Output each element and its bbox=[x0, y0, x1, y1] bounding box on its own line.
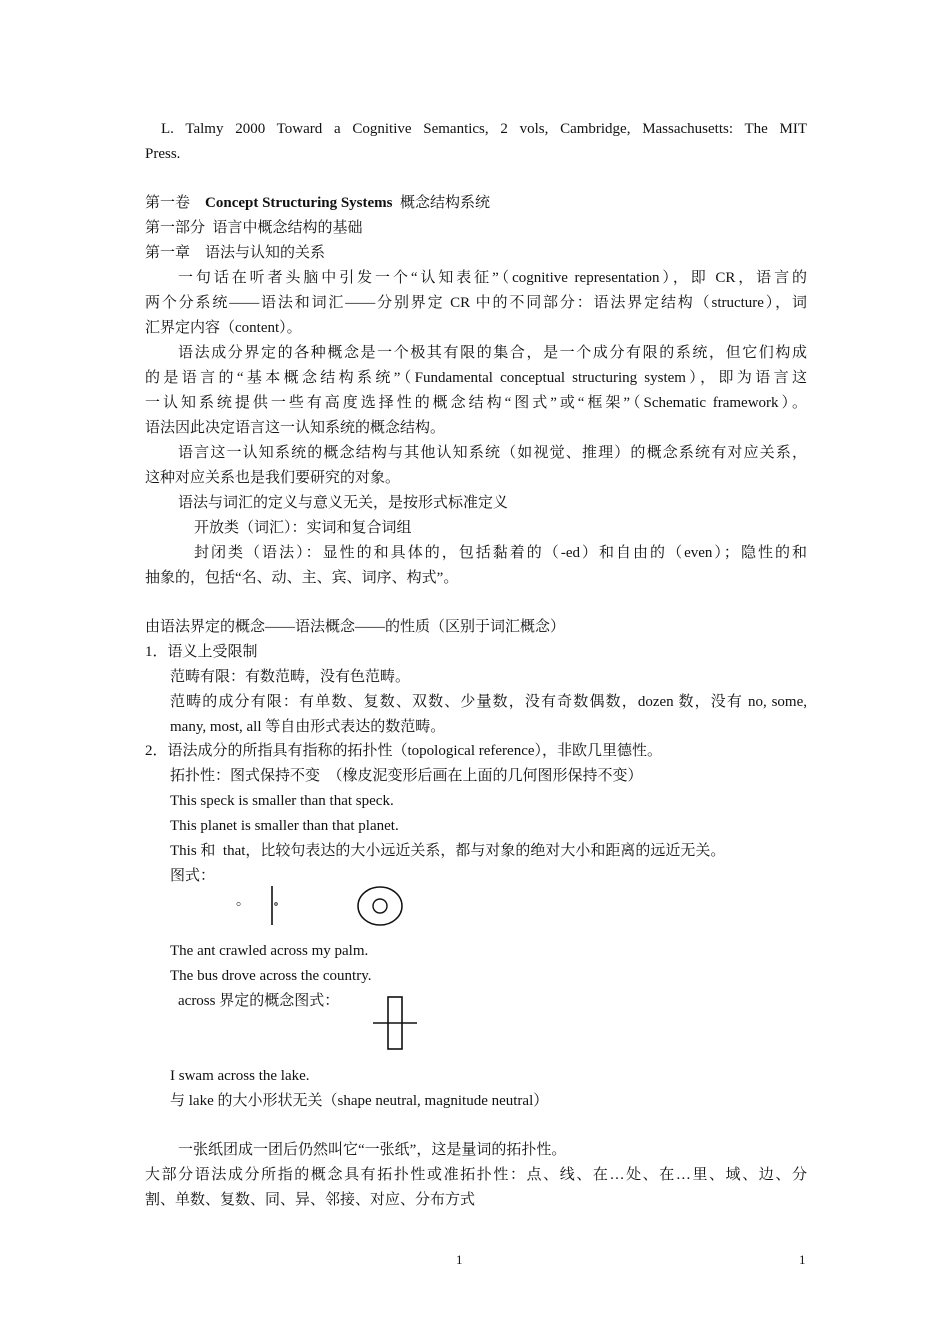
volume-heading bbox=[145, 193, 490, 213]
para3-line-1: 语言这一认知系统的概念结构与其他认知系统（如视觉、推理）的概念系统有对应关系， bbox=[178, 445, 807, 461]
page-number-center: 1 bbox=[456, 1252, 463, 1267]
example-speck: This speck is smaller than that speck. bbox=[170, 793, 394, 809]
across-schema-figure bbox=[370, 994, 420, 1052]
item1-heading bbox=[145, 642, 258, 662]
para5-line-2: 大部分语法成分所指的概念具有拓扑性或准拓扑性：点、线、在…处、在…里、域、边、分 bbox=[145, 1167, 807, 1183]
chapter-heading: 第一章 语法与认知的关系 bbox=[145, 245, 326, 261]
para2-line-4: 语法因此决定语言这一认知系统的概念结构。 bbox=[145, 420, 446, 436]
example-ant: The ant crawled across my palm. bbox=[170, 943, 369, 959]
example-bus: The bus drove across the country. bbox=[170, 968, 372, 984]
reference-line-1: L. Talmy 2000 Toward a Cognitive Semantics, 2 vols, Cambridge, Massachusetts: The MIT bbox=[161, 121, 807, 137]
para1-line-3: 汇界定内容（content）。 bbox=[145, 320, 302, 336]
across-label: across 界定的概念图式： bbox=[178, 993, 340, 1009]
vertical-line-dot-figure bbox=[266, 884, 280, 928]
volume-title-zh: 概念结构系统 bbox=[400, 195, 491, 211]
para1-line-1: 一句话在听者头脑中引发一个“认知表征”（cognitive representation），即 CR，语言的 bbox=[178, 270, 807, 286]
page-number-right: 1 bbox=[799, 1252, 806, 1267]
volume-prefix: 第一卷 bbox=[145, 195, 191, 211]
section-heading: 由语法界定的概念——语法概念——的性质（区别于词汇概念） bbox=[145, 619, 566, 635]
para2-line-2: 的是语言的“基本概念结构系统”（Fundamental conceptual structuring system），即为语言这 bbox=[145, 370, 807, 386]
figure-label: 图式： bbox=[170, 868, 216, 884]
para1-line-2: 两个分系统——语法和词汇——分别界定 CR 中的不同部分：语法界定结构（structure），词 bbox=[145, 295, 807, 311]
para4-line-1: 语法与词汇的定义与意义无关，是按形式标准定义 bbox=[178, 495, 509, 511]
item1-title: 语义上受限制 bbox=[167, 644, 258, 660]
para5-line-3: 割、单数、复数、同、异、邻接、对应、分布方式 bbox=[145, 1192, 476, 1208]
item2-heading bbox=[145, 741, 662, 761]
example-planet: This planet is smaller than that planet. bbox=[170, 818, 399, 834]
concentric-circles-figure bbox=[355, 884, 407, 928]
para5-line-1: 一张纸团成一团后仍然叫它“一张纸”，这是量词的拓扑性。 bbox=[178, 1142, 567, 1158]
item2-sub-3: 与 lake 的大小形状无关（shape neutral, magnitude neutral） bbox=[170, 1093, 549, 1109]
reference-line-2: Press. bbox=[145, 146, 181, 162]
item1-sub-1: 范畴有限：有数范畴，没有色范畴。 bbox=[170, 669, 411, 685]
figure-small-dot: 。 bbox=[236, 894, 250, 909]
para2-line-1: 语法成分界定的各种概念是一个极其有限的集合，是一个成分有限的系统，但它们构成 bbox=[178, 345, 807, 361]
item1-sub-2b: many, most, all 等自由形式表达的数范畴。 bbox=[170, 719, 446, 735]
para4-line-4: 抽象的，包括“名、动、主、宾、词序、构式”。 bbox=[145, 570, 459, 586]
part-heading: 第一部分 语言中概念结构的基础 bbox=[145, 220, 363, 236]
item2-sub-1: 拓扑性：图式保持不变 （橡皮泥变形后画在上面的几何图形保持不变） bbox=[170, 768, 643, 784]
para4-line-3: 封闭类（语法）：显性的和具体的，包括黏着的（-ed）和自由的（even）；隐性的和 bbox=[194, 545, 807, 561]
item1-sub-2a: 范畴的成分有限：有单数、复数、双数、少量数，没有奇数偶数，dozen 数，没有 no, some, bbox=[170, 694, 807, 710]
item1-number: 1． bbox=[145, 644, 168, 660]
item2-number: 2． bbox=[145, 743, 168, 759]
item2-sub-2: This 和 that，比较句表达的大小远近关系，都与对象的绝对大小和距离的远近无关。 bbox=[170, 843, 726, 859]
para3-line-2: 这种对应关系也是我们要研究的对象。 bbox=[145, 470, 401, 486]
volume-title-en: Concept Structuring Systems bbox=[205, 195, 393, 211]
para4-line-2: 开放类（词汇）：实词和复合词组 bbox=[194, 520, 412, 536]
para2-line-3: 一认知系统提供一些有高度选择性的概念结构“图式”或“框架”（Schematic framework）。 bbox=[145, 395, 807, 411]
example-lake: I swam across the lake. bbox=[170, 1068, 310, 1084]
item2-title: 语法成分的所指具有指称的拓扑性（topological reference），非欧几里德性。 bbox=[167, 743, 663, 759]
